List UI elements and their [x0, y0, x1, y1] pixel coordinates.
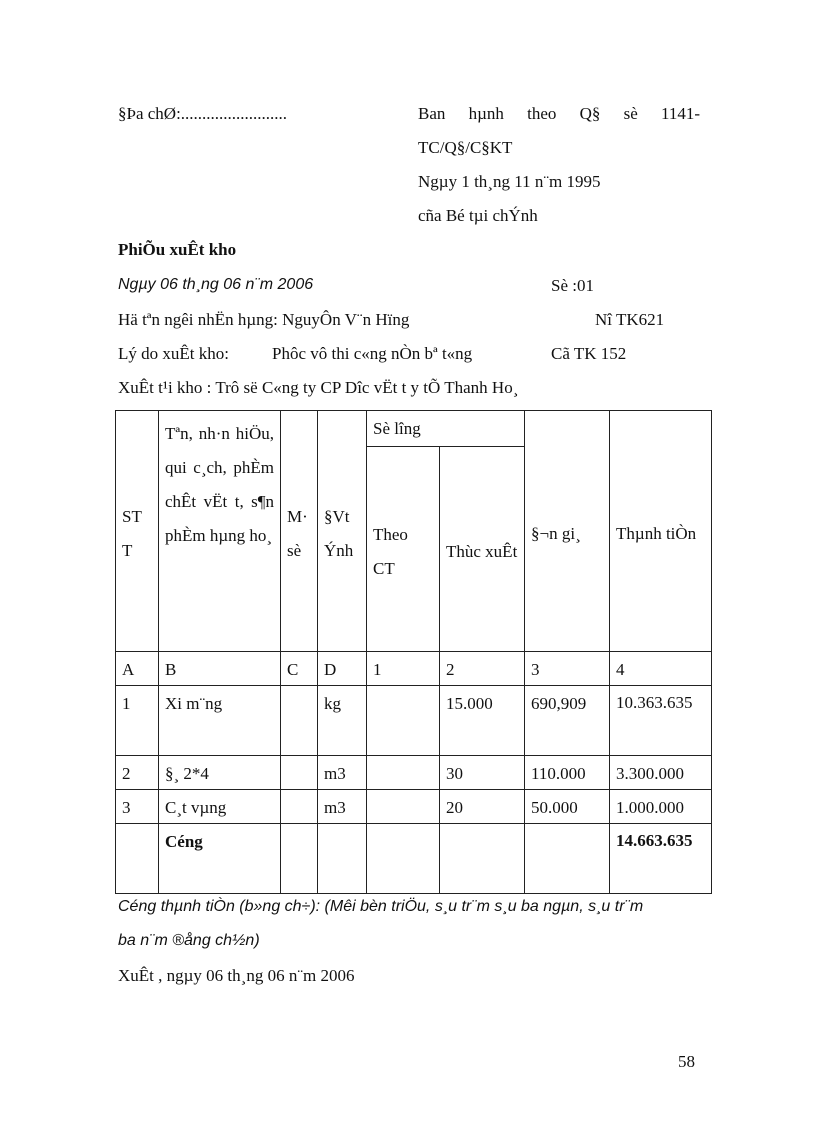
row-price: 50.000: [525, 790, 610, 824]
code-cell: 1: [367, 652, 440, 686]
row-amount: 1.000.000: [610, 790, 712, 824]
date-line: Ngµy 06 th¸ng 06 n¨m 2006: [118, 276, 314, 293]
code-cell: 4: [610, 652, 712, 686]
row-stt: 1: [116, 686, 159, 756]
code-cell: B: [159, 652, 281, 686]
reason-label: Lý do xuÊt kho:: [118, 344, 229, 363]
warehouse-line: XuÊt t¹i kho : Trô së C«ng ty CP Dîc vËt t y tÕ Thanh Ho¸: [118, 378, 519, 397]
issued-decision-line: Ban hµnh theo Q§ sè 1141-: [418, 104, 700, 123]
table-row: [116, 686, 712, 756]
row-price: 690,909: [525, 686, 610, 756]
row-name: Xi m¨ng: [159, 686, 281, 756]
header-amount: Thµnh tiÒn: [610, 411, 712, 652]
header-qty-doc: Theo CT: [367, 447, 440, 652]
code-cell: D: [318, 652, 367, 686]
row-code: [281, 756, 318, 790]
total-amount: 14.663.635: [610, 824, 712, 894]
row-unit: kg: [318, 686, 367, 756]
credit-account: Cã TK 152: [551, 344, 627, 363]
amount-in-words-line1: Céng thµnh tiÒn (b»ng ch÷): (Mêi bèn triÖu, s¸u tr¨m s¸u ba ngµn, s¸u tr¨m: [118, 898, 644, 915]
issued-by: cña Bé tµi chÝnh: [418, 206, 538, 225]
row-name: C¸t vµng: [159, 790, 281, 824]
row-qty-actual: 30: [440, 756, 525, 790]
row-qty-doc: [367, 756, 440, 790]
row-stt: 2: [116, 756, 159, 790]
row-code: [281, 686, 318, 756]
total-row: [116, 824, 712, 894]
row-qty-actual: 20: [440, 790, 525, 824]
row-name: §¸ 2*4: [159, 756, 281, 790]
total-label: Céng: [159, 824, 281, 894]
code-cell: C: [281, 652, 318, 686]
row-amount: 10.363.635: [610, 686, 712, 756]
table-row: [116, 790, 712, 824]
row-qty-actual: 15.000: [440, 686, 525, 756]
header-unit: §VtÝnh: [318, 411, 367, 652]
row-unit: m3: [318, 790, 367, 824]
code-cell: 2: [440, 652, 525, 686]
row-stt: 3: [116, 790, 159, 824]
header-name: Tªn, nh·n hiÖu, qui c¸ch, phÈm chÊt vËt t, s¶n phÈm hµng ho¸: [159, 411, 281, 652]
address-label: §Þa chØ:.........................: [118, 104, 288, 123]
row-price: 110.000: [525, 756, 610, 790]
row-qty-doc: [367, 790, 440, 824]
code-cell: 3: [525, 652, 610, 686]
issued-decision-code: TC/Q§/C§KT: [418, 138, 513, 157]
page-number: 58: [678, 1052, 695, 1071]
header-stt: STT: [116, 411, 159, 652]
reason-value: Phôc vô thi c«ng nÒn bª t«ng: [272, 344, 473, 363]
header-code: M· sè: [281, 411, 318, 652]
receiver-line: Hä tªn ngêi nhËn hµng: NguyÔn V¨n Hïng: [118, 310, 410, 329]
debit-account: Nî TK621: [595, 310, 665, 329]
issue-date-footer: XuÊt , ngµy 06 th¸ng 06 n¨m 2006: [118, 966, 355, 985]
column-code-row: [116, 652, 712, 686]
amount-in-words-line2: ba n¨m ®ång ch½n): [118, 932, 260, 949]
row-code: [281, 790, 318, 824]
voucher-number: Sè :01: [551, 276, 594, 295]
row-qty-doc: [367, 686, 440, 756]
row-amount: 3.300.000: [610, 756, 712, 790]
issued-date: Ngµy 1 th¸ng 11 n¨m 1995: [418, 172, 601, 191]
code-cell: A: [116, 652, 159, 686]
row-unit: m3: [318, 756, 367, 790]
document-title: PhiÕu xuÊt kho: [118, 240, 237, 259]
voucher-table: [115, 410, 712, 894]
header-price: §¬n gi¸: [525, 411, 610, 652]
header-qty-actual: Thùc xuÊt: [440, 447, 525, 652]
header-quantity-group: Sè lîng: [367, 411, 525, 447]
table-row: [116, 756, 712, 790]
